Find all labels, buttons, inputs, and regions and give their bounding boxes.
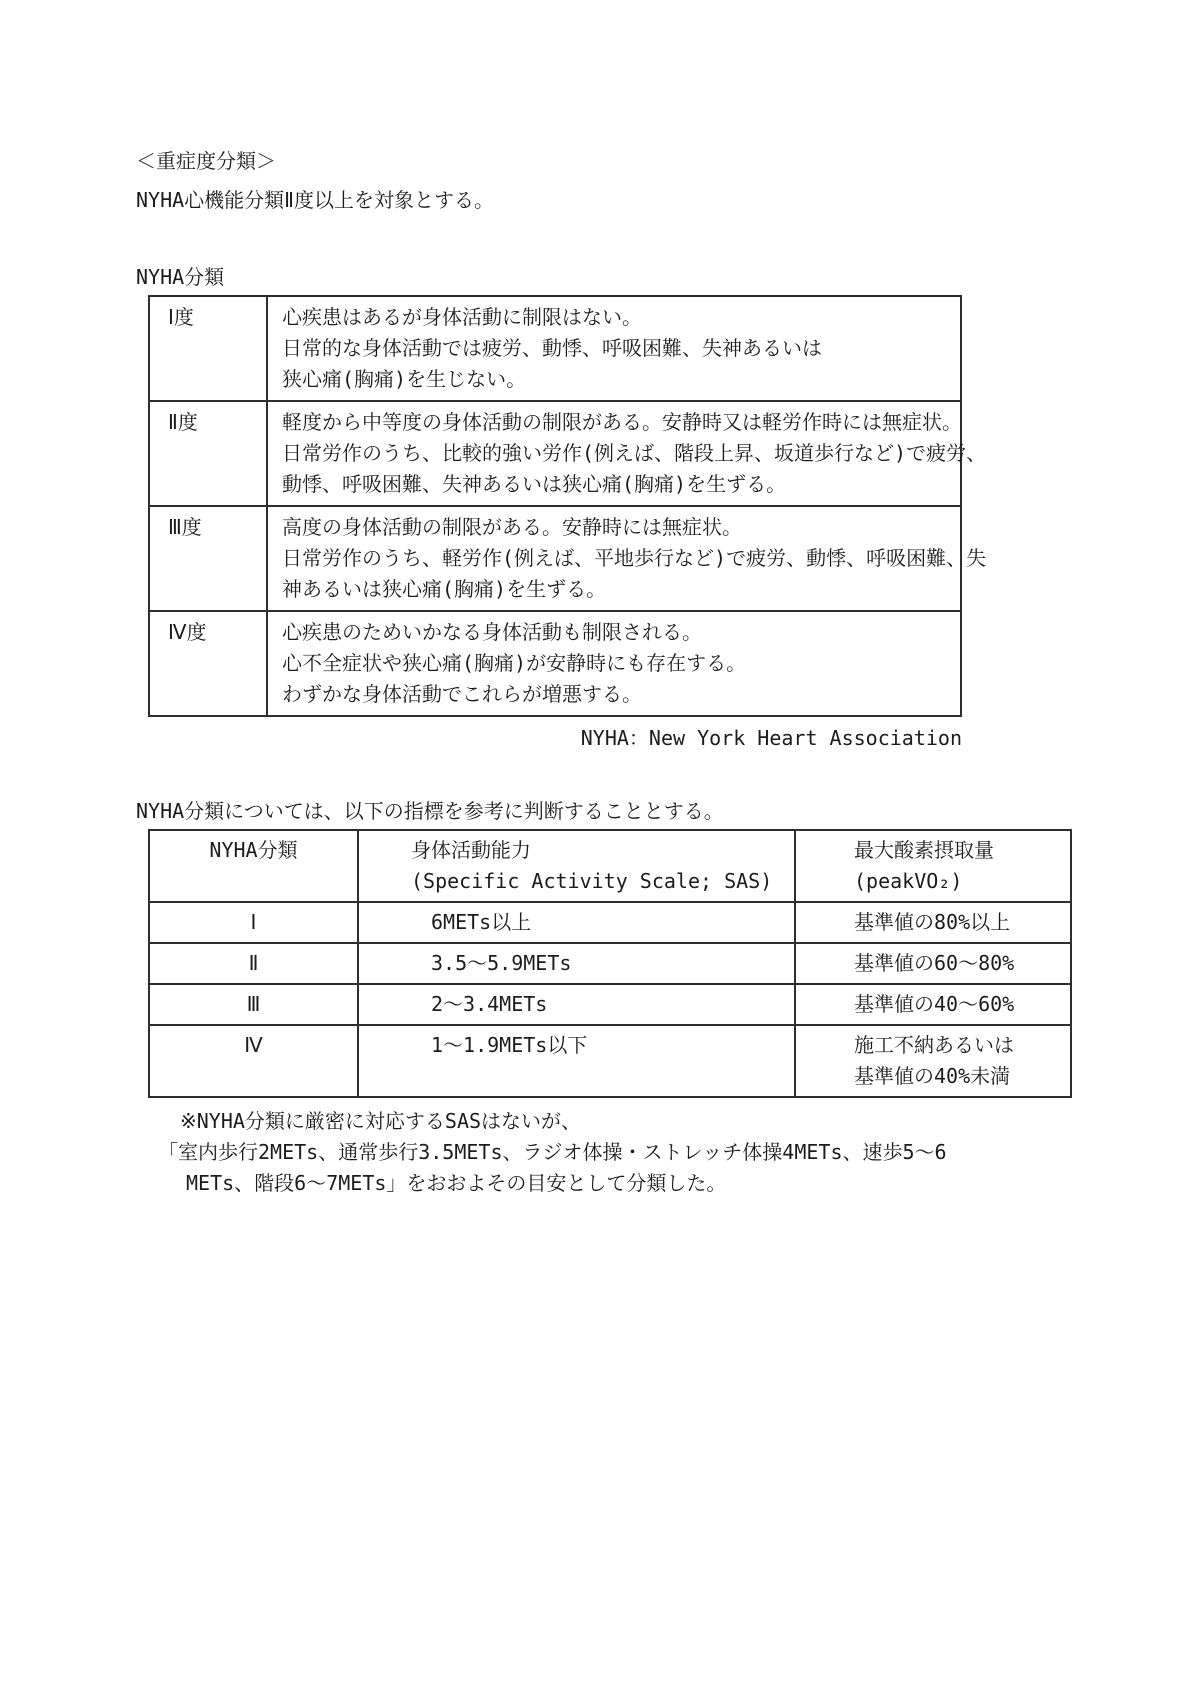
grade-cell: Ⅱ度: [149, 401, 267, 506]
grade-cell: Ⅰ度: [149, 296, 267, 401]
table-row: [149, 943, 1071, 984]
table-row: [149, 611, 961, 716]
footnote-line: ※NYHA分類に厳密に対応するSASはないが、: [180, 1109, 582, 1133]
vo2-cell: [795, 1025, 1071, 1097]
description-cell: [267, 506, 987, 611]
nyha-classification-table: [148, 295, 987, 717]
description-line: 軽度から中等度の身体活動の制限がある。安静時又は軽労作時には無症状。: [282, 410, 962, 434]
description-line: 神あるいは狭心痛(胸痛)を生ずる。: [282, 577, 607, 601]
nyha-table-label: NYHA分類: [136, 265, 225, 289]
header-line: 身体活動能力: [411, 838, 531, 862]
description-line: 高度の身体活動の制限がある。安静時には無症状。: [282, 515, 742, 539]
table-row: [149, 506, 961, 611]
header-line: (Specific Activity Scale; SAS): [411, 869, 773, 893]
table-row: [149, 401, 961, 506]
sas-cell: 6METs以上: [358, 902, 795, 943]
description-line: 心疾患はあるが身体活動に制限はない。: [282, 305, 642, 329]
criteria-table: [148, 829, 1072, 1098]
vo2-cell: 基準値の40～60%: [795, 984, 1071, 1025]
description-line: 日常労作のうち、軽労作(例えば、平地歩行など)で疲労、動悸、呼吸困難、失: [282, 546, 987, 570]
page-title: ＜重症度分類＞: [136, 149, 276, 173]
description-line: 心疾患のためいかなる身体活動も制限される。: [282, 620, 702, 644]
grade-cell: Ⅲ度: [149, 506, 267, 611]
header-oxygen-uptake: [795, 830, 1071, 902]
description-line: 動悸、呼吸困難、失神あるいは狭心痛(胸痛)を生ずる。: [282, 472, 787, 496]
vo2-cell: 基準値の60～80%: [795, 943, 1071, 984]
table-row: [149, 902, 1071, 943]
header-nyha-class: NYHA分類: [149, 830, 358, 902]
header-line: 最大酸素摂取量: [854, 838, 994, 862]
description-line: 日常労作のうち、比較的強い労作(例えば、階段上昇、坂道歩行など)で疲労、: [282, 441, 987, 465]
description-cell: [267, 401, 987, 506]
vo2-cell: 基準値の80%以上: [795, 902, 1071, 943]
grade-cell: Ⅳ度: [149, 611, 267, 716]
grade-cell: Ⅱ: [149, 943, 358, 984]
grade-cell: Ⅲ: [149, 984, 358, 1025]
sas-cell: 2～3.4METs: [358, 984, 795, 1025]
footnotes: [136, 1106, 962, 1199]
grade-cell: Ⅰ: [149, 902, 358, 943]
vo2-line: 施工不納あるいは: [854, 1033, 1014, 1057]
nyha-source-caption: NYHA：New York Heart Association: [580, 726, 962, 750]
intro-text: NYHA心機能分類Ⅱ度以上を対象とする。: [136, 188, 495, 212]
grade-cell: Ⅳ: [149, 1025, 358, 1097]
table-row: [149, 984, 1071, 1025]
footnote-line: METs、階段6～7METs」をおおよその目安として分類した。: [186, 1171, 727, 1195]
vo2-line: 基準値の40%未満: [854, 1064, 1011, 1088]
criteria-intro-text: NYHA分類については、以下の指標を参考に判断することとする。: [136, 799, 724, 823]
description-line: 心不全症状や狭心痛(胸痛)が安静時にも存在する。: [282, 651, 747, 675]
description-cell: [267, 611, 961, 716]
header-physical-activity: [358, 830, 795, 902]
footnote-line: 「室内歩行2METs、通常歩行3.5METs、ラジオ体操・ストレッチ体操4METs、速歩5～6: [158, 1140, 947, 1164]
table-row: [149, 1025, 1071, 1097]
document-content: [136, 146, 1015, 1199]
description-line: わずかな身体活動でこれらが増悪する。: [282, 682, 642, 706]
header-line: (peakVO₂): [854, 869, 963, 893]
description-line: 狭心痛(胸痛)を生じない。: [282, 367, 527, 391]
sas-cell: 1～1.9METs以下: [358, 1025, 795, 1097]
description-cell: [267, 296, 961, 401]
table-row: [149, 296, 961, 401]
description-line: 日常的な身体活動では疲労、動悸、呼吸困難、失神あるいは: [282, 336, 822, 360]
sas-cell: 3.5～5.9METs: [358, 943, 795, 984]
table-header-row: [149, 830, 1071, 902]
